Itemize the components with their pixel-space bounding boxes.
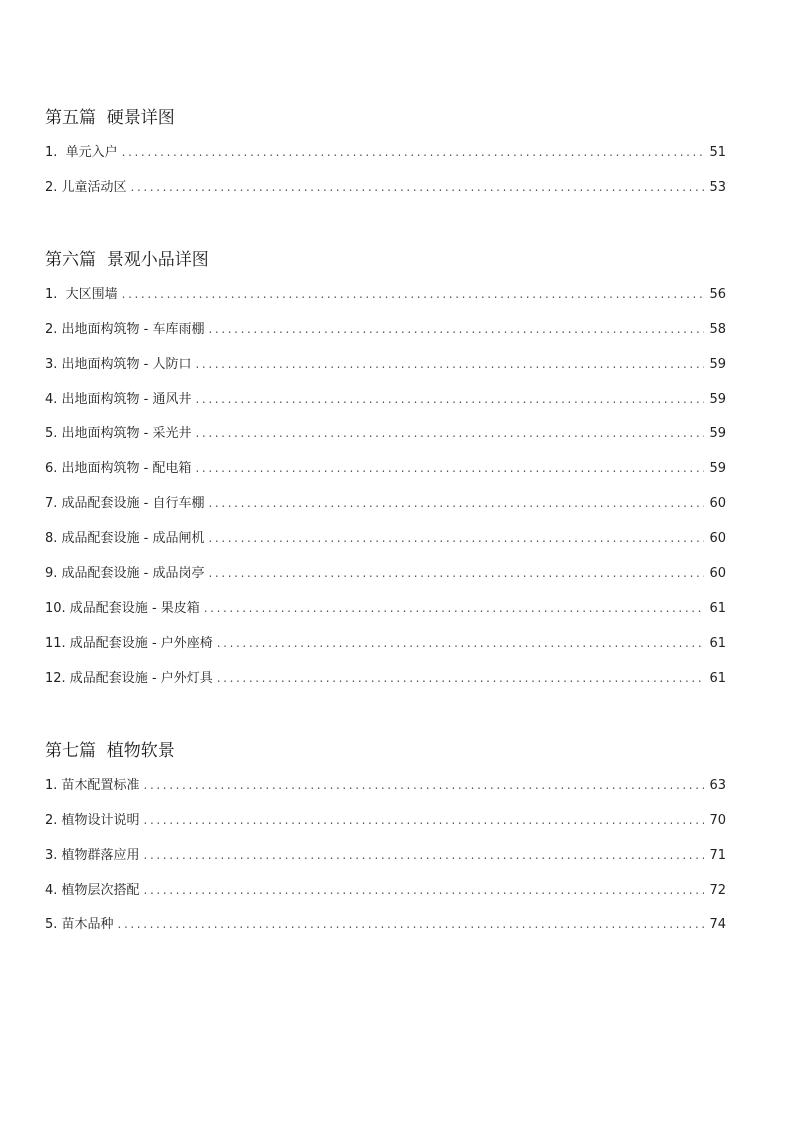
dot-leader — [196, 426, 705, 440]
dot-leader — [209, 496, 705, 510]
entry-page-number: 61 — [709, 670, 726, 686]
section-title: 第五篇 硬景详图 — [45, 108, 175, 128]
toc-entry[interactable] — [45, 484, 726, 519]
toc-section-6 — [45, 249, 726, 694]
entry-page-number: 61 — [709, 600, 726, 616]
entry-label: 5. 苗木品种 — [45, 917, 114, 933]
toc-entry[interactable] — [45, 519, 726, 554]
entry-label: 10. 成品配套设施 - 果皮箱 — [45, 600, 200, 616]
toc-entry[interactable] — [45, 133, 726, 168]
toc-entry[interactable] — [45, 871, 726, 906]
toc-entry[interactable] — [45, 449, 726, 484]
entry-page-number: 59 — [709, 426, 726, 442]
toc-section-7 — [45, 740, 726, 940]
entry-page-number: 71 — [709, 847, 726, 863]
entry-label: 3. 植物群落应用 — [45, 847, 140, 863]
toc-entry[interactable] — [45, 589, 726, 624]
dot-leader — [131, 180, 704, 194]
toc-entry[interactable] — [45, 380, 726, 415]
entry-label: 4. 出地面构筑物 - 通风井 — [45, 391, 192, 407]
dot-leader — [144, 778, 704, 792]
dot-leader — [144, 848, 704, 862]
entry-label: 1. 大区围墙 — [45, 286, 118, 302]
entry-page-number: 72 — [709, 882, 726, 898]
entry-label: 2. 植物设计说明 — [45, 812, 140, 828]
entry-page-number: 60 — [709, 566, 726, 582]
toc-entry[interactable] — [45, 624, 726, 659]
dot-leader — [122, 287, 704, 301]
toc-entry[interactable] — [45, 906, 726, 941]
toc-entry[interactable] — [45, 659, 726, 694]
toc-entry[interactable] — [45, 766, 726, 801]
toc-entry[interactable] — [45, 310, 726, 345]
entry-label: 2. 儿童活动区 — [45, 179, 127, 195]
dot-leader — [118, 917, 704, 931]
entry-label: 2. 出地面构筑物 - 车库雨棚 — [45, 321, 205, 337]
entry-label: 1. 苗木配置标准 — [45, 777, 140, 793]
toc-entry[interactable] — [45, 801, 726, 836]
toc-entry[interactable] — [45, 275, 726, 310]
dot-leader — [196, 461, 705, 475]
entry-label: 11. 成品配套设施 - 户外座椅 — [45, 635, 213, 651]
entry-label: 4. 植物层次搭配 — [45, 882, 140, 898]
entry-label: 8. 成品配套设施 - 成品闸机 — [45, 531, 205, 547]
toc-entry[interactable] — [45, 836, 726, 871]
entry-page-number: 59 — [709, 461, 726, 477]
dot-leader — [217, 636, 704, 650]
entry-page-number: 60 — [709, 531, 726, 547]
toc-entry[interactable] — [45, 554, 726, 589]
toc-entry[interactable] — [45, 345, 726, 380]
entry-page-number: 63 — [709, 777, 726, 793]
toc-section-5 — [45, 107, 726, 203]
entry-label: 12. 成品配套设施 - 户外灯具 — [45, 670, 213, 686]
section-title: 第七篇 植物软景 — [45, 741, 175, 761]
dot-leader — [217, 671, 704, 685]
entry-label: 6. 出地面构筑物 - 配电箱 — [45, 461, 192, 477]
entry-page-number: 51 — [709, 144, 726, 160]
entry-page-number: 53 — [709, 179, 726, 195]
entry-page-number: 58 — [709, 321, 726, 337]
entry-label: 1. 单元入户 — [45, 144, 118, 160]
section-title: 第六篇 景观小品详图 — [45, 250, 209, 270]
dot-leader — [122, 145, 704, 159]
entry-label: 9. 成品配套设施 - 成品岗亭 — [45, 566, 205, 582]
toc-entry[interactable] — [45, 168, 726, 203]
entry-label: 3. 出地面构筑物 - 人防口 — [45, 356, 192, 372]
entry-page-number: 70 — [709, 812, 726, 828]
entry-page-number: 56 — [709, 286, 726, 302]
entry-label: 5. 出地面构筑物 - 采光井 — [45, 426, 192, 442]
toc-entry[interactable] — [45, 415, 726, 450]
entry-page-number: 59 — [709, 391, 726, 407]
entry-page-number: 61 — [709, 635, 726, 651]
dot-leader — [204, 601, 704, 615]
entry-page-number: 60 — [709, 496, 726, 512]
dot-leader — [196, 357, 705, 371]
dot-leader — [209, 566, 705, 580]
dot-leader — [209, 531, 705, 545]
dot-leader — [196, 392, 705, 406]
entry-page-number: 74 — [709, 917, 726, 933]
entry-page-number: 59 — [709, 356, 726, 372]
dot-leader — [209, 322, 705, 336]
dot-leader — [144, 813, 704, 827]
entry-label: 7. 成品配套设施 - 自行车棚 — [45, 496, 205, 512]
dot-leader — [144, 883, 704, 897]
